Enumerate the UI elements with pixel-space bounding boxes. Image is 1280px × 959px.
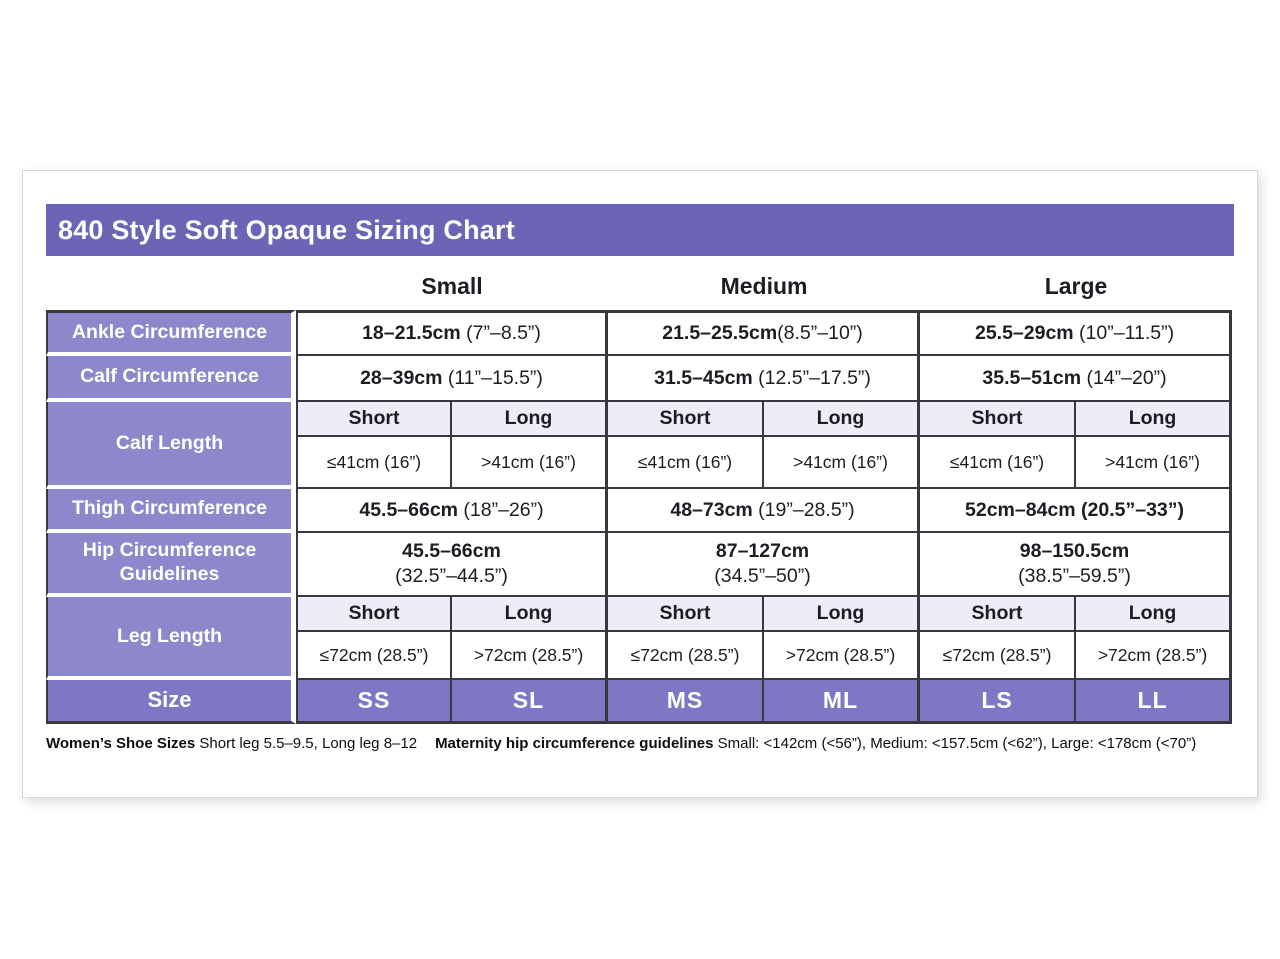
- row-label-leg-length: Leg Length: [46, 597, 296, 680]
- title-banner: [46, 204, 1234, 256]
- leg-length-large-short-value: ≤72cm (28.5”): [920, 632, 1076, 680]
- thigh-large-value: 52cm–84cm (20.5”–33”): [920, 489, 1232, 533]
- calf-length-large-short-header: Short: [920, 402, 1076, 437]
- hip-large-value: 98–150.5cm (38.5”–59.5”): [920, 533, 1232, 597]
- leg-length-medium-long-value: >72cm (28.5”): [764, 632, 920, 680]
- calf-length-large-long-header: Long: [1076, 402, 1232, 437]
- leg-length-small-short-value: ≤72cm (28.5”): [296, 632, 452, 680]
- calf-length-small-long-header: Long: [452, 402, 608, 437]
- leg-length-large-long-header: Long: [1076, 597, 1232, 632]
- calf-circ-small-value: 28–39cm (11”–15.5”): [296, 356, 608, 402]
- column-header-medium: Medium: [720, 273, 808, 299]
- calf-length-medium-short-value: ≤41cm (16”): [608, 437, 764, 489]
- row-calf-circumference: [46, 356, 1232, 402]
- row-label-calf-length: Calf Length: [46, 402, 296, 489]
- row-size: [46, 680, 1232, 724]
- calf-length-small-short-value: ≤41cm (16”): [296, 437, 452, 489]
- size-ll: LL: [1076, 680, 1232, 724]
- row-label-hip: Hip Circumference Guidelines: [46, 533, 296, 597]
- calf-length-large-short-value: ≤41cm (16”): [920, 437, 1076, 489]
- calf-length-medium-short-header: Short: [608, 402, 764, 437]
- ankle-medium-value: 21.5–25.5cm(8.5”–10”): [608, 310, 920, 356]
- hip-small-value: 45.5–66cm (32.5”–44.5”): [296, 533, 608, 597]
- calf-length-subheader-row: [46, 402, 1232, 437]
- header-spacer: [46, 263, 296, 310]
- sizing-chart-card: [22, 170, 1258, 798]
- row-ankle-circumference: [46, 310, 1232, 356]
- leg-length-small-long-value: >72cm (28.5”): [452, 632, 608, 680]
- row-label-calf-circumference: Calf Circumference: [46, 356, 296, 402]
- maternity-guidelines-text: Small: <142cm (<56”), Medium: <157.5cm (<62”), Large: <178cm (<70”): [713, 735, 1197, 752]
- calf-circ-large-value: 35.5–51cm (14”–20”): [920, 356, 1232, 402]
- calf-length-small-long-value: >41cm (16”): [452, 437, 608, 489]
- column-header-large: Large: [1044, 273, 1108, 299]
- row-label-ankle: Ankle Circumference: [46, 310, 296, 356]
- size-header-row: [46, 263, 1232, 310]
- size-sl: SL: [452, 680, 608, 724]
- page-title: 840 Style Soft Opaque Sizing Chart: [58, 214, 515, 245]
- shoe-sizes-text: Short leg 5.5–9.5, Long leg 8–12: [195, 735, 418, 752]
- ankle-small-value: 18–21.5cm (7”–8.5”): [296, 310, 608, 356]
- leg-length-small-long-header: Long: [452, 597, 608, 632]
- calf-length-large-long-value: >41cm (16”): [1076, 437, 1232, 489]
- leg-length-large-short-header: Short: [920, 597, 1076, 632]
- leg-length-small-short-header: Short: [296, 597, 452, 632]
- leg-length-medium-long-header: Long: [764, 597, 920, 632]
- calf-length-medium-long-header: Long: [764, 402, 920, 437]
- thigh-small-value: 45.5–66cm (18”–26”): [296, 489, 608, 533]
- leg-length-medium-short-value: ≤72cm (28.5”): [608, 632, 764, 680]
- thigh-medium-value: 48–73cm (19”–28.5”): [608, 489, 920, 533]
- size-ss: SS: [296, 680, 452, 724]
- row-thigh-circumference: [46, 489, 1232, 533]
- sizing-table: [46, 263, 1232, 724]
- row-hip-circumference: [46, 533, 1232, 597]
- footnotes: [46, 735, 1234, 752]
- shoe-sizes-label: Women’s Shoe Sizes: [46, 735, 196, 752]
- calf-length-medium-long-value: >41cm (16”): [764, 437, 920, 489]
- leg-length-large-long-value: >72cm (28.5”): [1076, 632, 1232, 680]
- row-label-size: Size: [46, 680, 296, 724]
- leg-length-subheader-row: [46, 597, 1232, 632]
- calf-circ-medium-value: 31.5–45cm (12.5”–17.5”): [608, 356, 920, 402]
- size-ms: MS: [608, 680, 764, 724]
- calf-length-small-short-header: Short: [296, 402, 452, 437]
- column-header-small: Small: [421, 273, 483, 299]
- maternity-guidelines-label: Maternity hip circumference guidelines: [435, 735, 714, 752]
- hip-medium-value: 87–127cm (34.5”–50”): [608, 533, 920, 597]
- ankle-large-value: 25.5–29cm (10”–11.5”): [920, 310, 1232, 356]
- row-label-thigh: Thigh Circumference: [46, 489, 296, 533]
- size-ml: ML: [764, 680, 920, 724]
- size-ls: LS: [920, 680, 1076, 724]
- leg-length-medium-short-header: Short: [608, 597, 764, 632]
